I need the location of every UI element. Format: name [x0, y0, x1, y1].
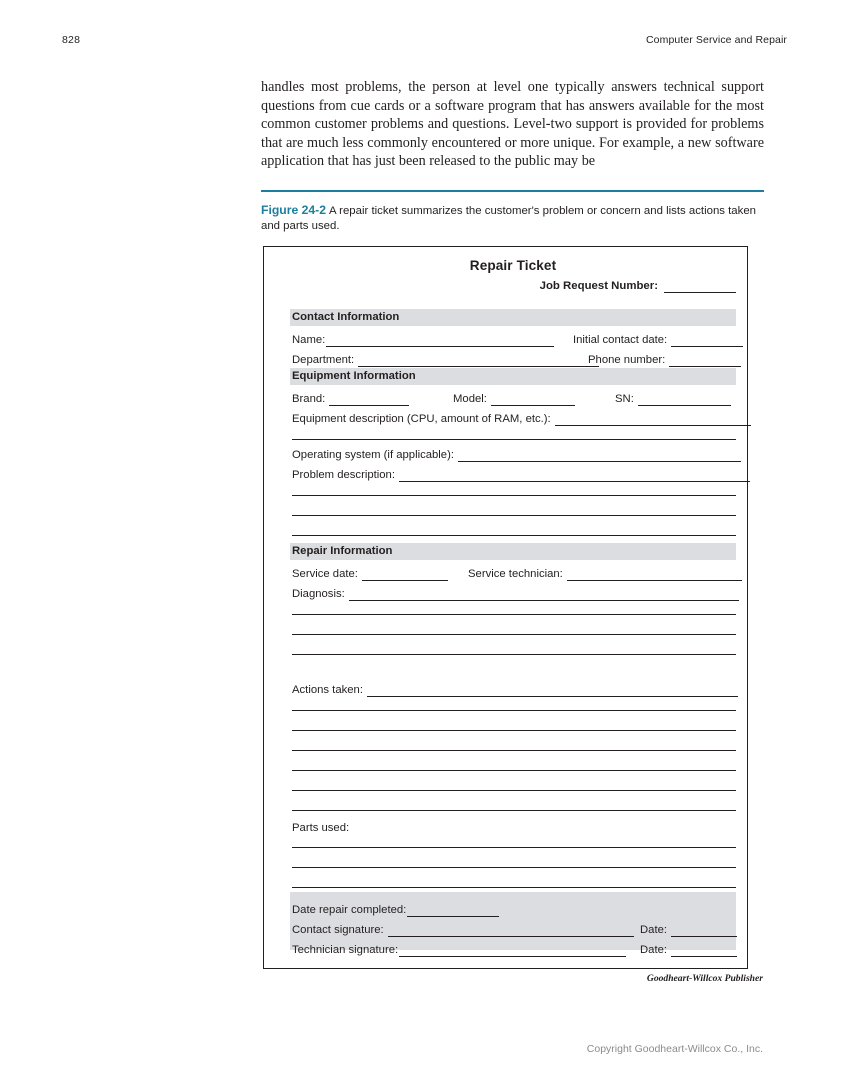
diagnosis-input-line-2[interactable] [292, 614, 736, 615]
form-inner-content [290, 247, 736, 968]
parts-used-input-line-2[interactable] [292, 867, 736, 868]
technician-date-label: Date: [640, 944, 668, 956]
row-parts-used [290, 817, 736, 835]
row-service-date-technician [290, 563, 736, 581]
phone-number-label: Phone number: [588, 354, 666, 366]
date-repair-completed-label: Date repair completed: [292, 904, 407, 916]
technician-date-field [640, 944, 737, 957]
diagnosis-input[interactable] [349, 588, 739, 601]
row-diagnosis [290, 583, 736, 601]
name-input[interactable] [326, 334, 554, 347]
diagnosis-input-line-3[interactable] [292, 634, 736, 635]
book-title: Computer Service and Repair [645, 34, 787, 46]
department-field [292, 354, 599, 367]
actions-taken-input[interactable] [367, 684, 738, 697]
technician-signature-label: Technician signature: [292, 944, 399, 956]
actions-taken-input-line-3[interactable] [292, 730, 736, 731]
department-input[interactable] [358, 354, 599, 367]
phone-number-field [588, 354, 741, 367]
contact-signature-input[interactable] [388, 924, 634, 937]
contact-date-field [640, 924, 737, 937]
model-label: Model: [453, 393, 487, 405]
row-contact-signature [290, 919, 736, 937]
diagnosis-field [292, 588, 739, 601]
name-field [292, 334, 554, 347]
equipment-description-label: Equipment description (CPU, amount of RAM, etc.): [292, 413, 551, 425]
service-date-label: Service date: [292, 568, 358, 580]
technician-signature-input[interactable] [399, 944, 626, 957]
service-technician-input[interactable] [567, 568, 742, 581]
figure-caption [261, 203, 761, 235]
brand-label: Brand: [292, 393, 326, 405]
problem-description-label: Problem description: [292, 469, 395, 481]
initial-contact-date-field [573, 334, 743, 347]
date-repair-completed-field [292, 904, 499, 917]
service-date-field [292, 568, 448, 581]
figure-divider-rule [261, 190, 764, 192]
contact-signature-label: Contact signature: [292, 924, 384, 936]
row-department-phone-number [290, 349, 736, 367]
operating-system-input[interactable] [458, 449, 741, 462]
problem-description-input-line-2[interactable] [292, 495, 736, 496]
job-request-number-label: Job Request Number: [539, 280, 658, 292]
parts-used-label: Parts used: [292, 822, 350, 834]
problem-description-field [292, 469, 750, 482]
equipment-description-input-line-2[interactable] [292, 439, 736, 440]
problem-description-input-line-4[interactable] [292, 535, 736, 536]
parts-used-input-line-1[interactable] [292, 847, 736, 848]
repair-ticket-form [263, 246, 748, 969]
brand-input[interactable] [329, 393, 409, 406]
job-request-number-input[interactable] [664, 281, 736, 293]
section-heading-contact-information: Contact Information [290, 309, 736, 326]
date-repair-completed-input[interactable] [407, 904, 499, 917]
equipment-description-field [292, 413, 751, 426]
section-heading-repair-information: Repair Information [290, 543, 736, 560]
department-label: Department: [292, 354, 355, 366]
row-brand-model-sn [290, 388, 736, 406]
actions-taken-input-line-7[interactable] [292, 810, 736, 811]
actions-taken-input-line-5[interactable] [292, 770, 736, 771]
row-equipment-description [290, 408, 736, 426]
copyright-notice: Copyright Goodheart-Willcox Co., Inc. [586, 1043, 763, 1055]
section-heading-equipment-information: Equipment Information [290, 368, 736, 385]
technician-date-input[interactable] [671, 944, 737, 957]
technician-signature-field [292, 944, 626, 957]
row-name-initial-contact-date [290, 329, 736, 347]
parts-used-field [292, 822, 349, 835]
job-request-number-field [540, 280, 736, 293]
sn-input[interactable] [638, 393, 731, 406]
figure-caption-text: A repair ticket summarizes the customer's problem or concern and lists actions taken and parts used. [261, 204, 757, 233]
contact-date-label: Date: [640, 924, 668, 936]
brand-field [292, 393, 409, 406]
figure-label: Figure 24-2 [261, 202, 327, 217]
service-technician-label: Service technician: [468, 568, 563, 580]
problem-description-input-line-3[interactable] [292, 515, 736, 516]
page-number: 828 [62, 34, 81, 46]
parts-used-input-line-3[interactable] [292, 887, 736, 888]
equipment-description-input[interactable] [555, 413, 751, 426]
figure-caption-block [261, 190, 764, 235]
row-technician-signature [290, 939, 736, 957]
diagnosis-label: Diagnosis: [292, 588, 345, 600]
body-paragraph: handles most problems, the person at level one typically answers technical support questions from cue cards or a software program that has answers available for the most common customer problems and questions. Level-two support is provided for problems that are much less commonly encountered or more unique. For example, a new software application that has just been released to the public may be [261, 79, 764, 170]
name-label: Name: [292, 334, 326, 346]
operating-system-field [292, 449, 741, 462]
form-title: Repair Ticket [469, 258, 557, 273]
actions-taken-input-line-2[interactable] [292, 710, 736, 711]
row-problem-description [290, 464, 736, 482]
actions-taken-input-line-6[interactable] [292, 790, 736, 791]
row-operating-system [290, 444, 736, 462]
actions-taken-field [292, 684, 738, 697]
service-technician-field [468, 568, 742, 581]
initial-contact-date-input[interactable] [671, 334, 743, 347]
row-date-repair-completed [290, 899, 736, 917]
actions-taken-label: Actions taken: [292, 684, 363, 696]
service-date-input[interactable] [362, 568, 448, 581]
diagnosis-input-line-4[interactable] [292, 654, 736, 655]
actions-taken-input-line-4[interactable] [292, 750, 736, 751]
model-field [453, 393, 575, 406]
sn-label: SN: [615, 393, 634, 405]
running-head [62, 34, 787, 50]
initial-contact-date-label: Initial contact date: [573, 334, 668, 346]
problem-description-input[interactable] [399, 469, 750, 482]
contact-signature-field [292, 924, 634, 937]
model-input[interactable] [491, 393, 575, 406]
figure-credit: Goodheart-Willcox Publisher [646, 973, 763, 984]
row-actions-taken [290, 679, 736, 697]
contact-date-input[interactable] [671, 924, 737, 937]
operating-system-label: Operating system (if applicable): [292, 449, 454, 461]
phone-number-input[interactable] [669, 354, 741, 367]
sn-field [615, 393, 731, 406]
